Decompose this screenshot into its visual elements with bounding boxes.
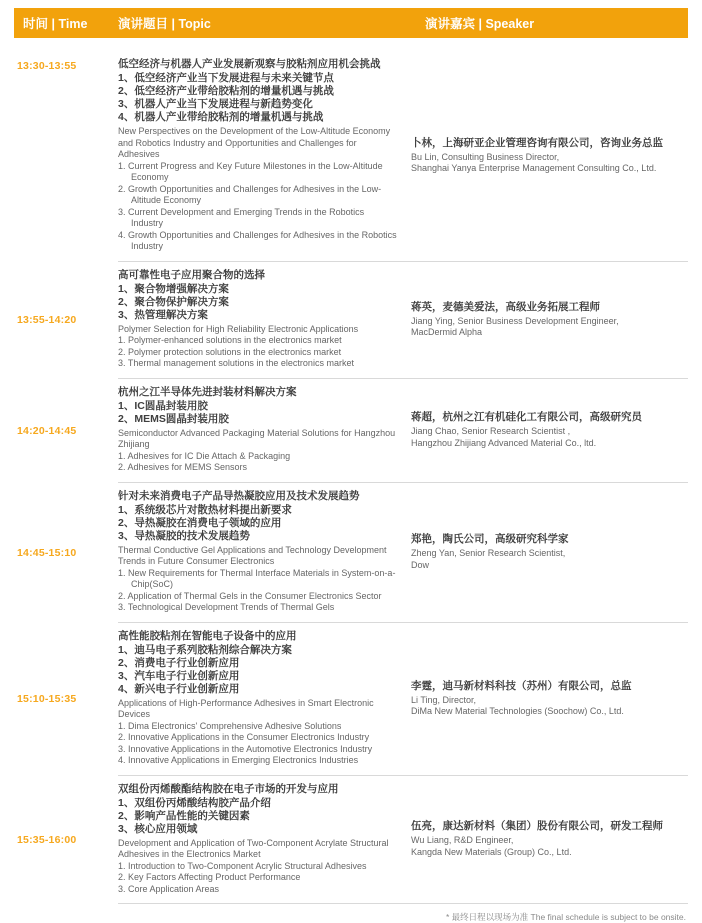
topic-title-en: Development and Application of Two-Component Acrylate Structural Adhesives in the Electronics Market xyxy=(118,837,389,859)
session-body xyxy=(118,379,688,483)
session-row-4 xyxy=(14,483,688,623)
topic-points-en xyxy=(118,451,397,474)
session-topic xyxy=(118,386,411,474)
header-col-speaker: 演讲嘉宾 | Speaker xyxy=(425,17,535,31)
topic-title-en: New Perspectives on the Development of the Low-Altitude Economy and Robotics Industry and Opportunities and Challenges for Adhesives xyxy=(118,126,391,159)
list-item: 2、影响产品性能的关键因素 xyxy=(118,809,250,822)
session-body xyxy=(118,51,688,262)
speaker-zh: 伍亮，康达新材料（集团）股份有限公司，研发工程师 xyxy=(411,820,663,833)
session-speaker xyxy=(411,783,688,896)
list-item: Dow xyxy=(411,559,430,570)
speaker-en xyxy=(411,426,686,449)
session-speaker xyxy=(411,269,688,370)
list-item: DiMa New Material Technologies (Soochow) Co., Ltd. xyxy=(411,706,624,716)
list-item: 4. Innovative Applications in Emerging Electronics Industries xyxy=(118,755,359,765)
list-item: 2. Growth Opportunities and Challenges for Adhesives in the Low-Altitude Economy xyxy=(118,183,382,205)
session-speaker xyxy=(411,58,688,253)
session-row-5 xyxy=(14,623,688,776)
topic-title-en: Thermal Conductive Gel Applications and Technology Development Trends in Future Consumer Electronics xyxy=(118,544,387,566)
list-item: Wu Liang, R&D Engineer, xyxy=(411,835,514,846)
session-topic xyxy=(118,630,411,767)
list-item: 1. Polymer-enhanced solutions in the electronics market xyxy=(118,335,342,345)
header-col-topic: 演讲题目 | Topic xyxy=(118,17,211,31)
session-time: 15:35-16:00 xyxy=(17,833,77,846)
session-speaker xyxy=(411,630,688,767)
session-time: 14:45-15:10 xyxy=(17,546,77,559)
session-time: 14:20-14:45 xyxy=(17,424,77,437)
session-table xyxy=(14,51,688,904)
session-time: 15:10-15:35 xyxy=(17,693,77,705)
schedule-disclaimer: * 最终日程以现场为准 The final schedule is subject to be onsite. xyxy=(446,912,686,922)
session-row-3 xyxy=(14,379,688,483)
session-row-1 xyxy=(14,51,688,262)
session-topic xyxy=(118,269,411,370)
list-item: 1、系统级芯片对散热材料提出新要求 xyxy=(118,503,292,516)
list-item: Shanghai Yanya Enterprise Management Consulting Co., Ltd. xyxy=(411,163,657,174)
list-item: Zheng Yan, Senior Research Scientist, xyxy=(411,548,566,558)
list-item: 2. Polymer protection solutions in the electronics market xyxy=(118,346,342,357)
topic-title-zh: 双组份丙烯酸酯结构胶在电子市场的开发与应用 xyxy=(118,782,339,795)
topic-points-zh xyxy=(118,644,397,696)
list-item: 3、导热凝胶的技术发展趋势 xyxy=(118,529,250,542)
list-item: 1、聚合物增强解决方案 xyxy=(118,282,229,295)
list-item: 2. Key Factors Affecting Product Performance xyxy=(118,872,301,882)
list-item: 3. Core Application Areas xyxy=(118,883,220,894)
topic-points-zh xyxy=(118,72,397,124)
header-col-time: 时间 | Time xyxy=(23,17,88,31)
session-row-6 xyxy=(14,776,688,905)
speaker-zh: 卜林，上海研亚企业管理咨询有限公司，咨询业务总监 xyxy=(411,136,663,149)
session-topic xyxy=(118,58,411,253)
topic-title-en: Semiconductor Advanced Packaging Material Solutions for Hangzhou Zhijiang xyxy=(118,427,396,449)
list-item: 2. Innovative Applications in the Consumer Electronics Industry xyxy=(118,732,370,742)
list-item: 1、迪马电子系列胶粘剂综合解决方案 xyxy=(118,643,292,656)
list-item: 3. Technological Development Trends of Thermal Gels xyxy=(118,602,335,612)
session-row-2 xyxy=(14,262,688,379)
session-topic xyxy=(118,490,411,614)
list-item: Jiang Chao, Senior Research Scientist , xyxy=(411,426,571,436)
topic-title-zh: 高性能胶粘剂在智能电子设备中的应用 xyxy=(118,629,297,642)
list-item: 3. Innovative Applications in the Automotive Electronics Industry xyxy=(118,743,373,754)
list-item: 4、机器人产业带给胶粘剂的增量机遇与挑战 xyxy=(118,111,324,123)
speaker-en xyxy=(411,152,686,175)
speaker-en xyxy=(411,695,686,718)
session-body xyxy=(118,623,688,776)
list-item: MacDermid Alpha xyxy=(411,327,483,337)
list-item: 4、新兴电子行业创新应用 xyxy=(118,682,240,695)
list-item: 1、IC圆晶封装用胶 xyxy=(118,399,208,412)
topic-points-en xyxy=(118,861,397,896)
list-item: Bu Lin, Consulting Business Director, xyxy=(411,151,560,162)
list-item: Jiang Ying, Senior Business Development Engineer, xyxy=(411,315,619,326)
speaker-zh: 蒋超，杭州之江有机硅化工有限公司，高级研究员 xyxy=(411,411,642,423)
list-item: 2、消费电子行业创新应用 xyxy=(118,656,240,669)
list-item: 2. Application of Thermal Gels in the Consumer Electronics Sector xyxy=(118,590,382,601)
list-item: 2、低空经济产业带给胶粘剂的增量机遇与挑战 xyxy=(118,85,334,97)
list-item: 3、机器人产业当下发展进程与新趋势变化 xyxy=(118,98,313,110)
topic-points-en xyxy=(118,335,397,370)
list-item: 1. Dima Electronics' Comprehensive Adhesive Solutions xyxy=(118,720,342,731)
list-item: 2、导热凝胶在消费电子领域的应用 xyxy=(118,516,282,529)
topic-title-zh: 高可靠性电子应用聚合物的选择 xyxy=(118,268,265,281)
list-item: 2、MEMS圆晶封装用胶 xyxy=(118,412,229,425)
speaker-zh: 李霆，迪马新材料科技（苏州）有限公司，总监 xyxy=(411,679,632,692)
list-item: 2. Adhesives for MEMS Sensors xyxy=(118,462,248,472)
topic-points-zh xyxy=(118,504,397,543)
topic-points-zh xyxy=(118,400,397,426)
session-speaker xyxy=(411,490,688,614)
session-speaker xyxy=(411,386,688,474)
speaker-en xyxy=(411,548,686,571)
session-topic xyxy=(118,783,411,896)
list-item: 3、汽车电子行业创新应用 xyxy=(118,669,240,682)
topic-title-zh: 杭州之江半导体先进封装材料解决方案 xyxy=(118,385,297,398)
list-item: 3. Thermal management solutions in the electronics market xyxy=(118,358,354,368)
topic-title-zh: 低空经济与机器人产业发展新观察与胶粘剂应用机会挑战 xyxy=(118,58,381,70)
list-item: 1. Adhesives for IC Die Attach & Packaging xyxy=(118,450,291,461)
topic-points-en xyxy=(118,568,397,614)
session-body xyxy=(118,262,688,379)
topic-points-zh xyxy=(118,797,397,836)
list-item: Kangda New Materials (Group) Co., Ltd. xyxy=(411,846,572,857)
list-item: 1. Introduction to Two-Component Acrylic Structural Adhesives xyxy=(118,860,367,871)
list-item: 1. New Requirements for Thermal Interface Materials in System-on-a-Chip(SoC) xyxy=(118,567,396,589)
list-item: Li Ting, Director, xyxy=(411,694,477,705)
list-item: 3、热管理解决方案 xyxy=(118,308,208,321)
speaker-en xyxy=(411,835,686,858)
topic-points-en xyxy=(118,721,397,767)
table-header xyxy=(14,8,688,38)
list-item: 4. Growth Opportunities and Challenges for Adhesives in the Robotics Industry xyxy=(118,229,397,251)
session-body xyxy=(118,776,688,905)
list-item: 3、核心应用领域 xyxy=(118,822,198,835)
topic-title-en: Polymer Selection for High Reliability Electronic Applications xyxy=(118,323,359,334)
list-item: 2、聚合物保护解决方案 xyxy=(118,295,229,308)
topic-points-zh xyxy=(118,283,397,322)
list-item: 1、低空经济产业当下发展进程与未来关键节点 xyxy=(118,72,334,84)
list-item: 3. Current Development and Emerging Trends in the Robotics Industry xyxy=(118,206,365,228)
topic-points-en xyxy=(118,161,397,253)
list-item: 1、双组份丙烯酸结构胶产品介绍 xyxy=(118,796,271,809)
list-item: 1. Current Progress and Key Future Milestones in the Low-Altitude Economy xyxy=(118,160,383,182)
topic-title-en: Applications of High-Performance Adhesives in Smart Electronic Devices xyxy=(118,697,374,719)
speaker-zh: 蒋英，麦德美爱法，高级业务拓展工程师 xyxy=(411,300,600,313)
session-time: 13:30-13:55 xyxy=(17,60,77,72)
list-item: Hangzhou Zhijiang Advanced Material Co., ltd. xyxy=(411,437,597,448)
session-body xyxy=(118,483,688,623)
topic-title-zh: 针对未来消费电子产品导热凝胶应用及技术发展趋势 xyxy=(118,489,360,502)
speaker-en xyxy=(411,316,686,339)
session-time: 13:55-14:20 xyxy=(17,314,77,326)
speaker-zh: 郑艳，陶氏公司，高级研究科学家 xyxy=(411,533,569,545)
